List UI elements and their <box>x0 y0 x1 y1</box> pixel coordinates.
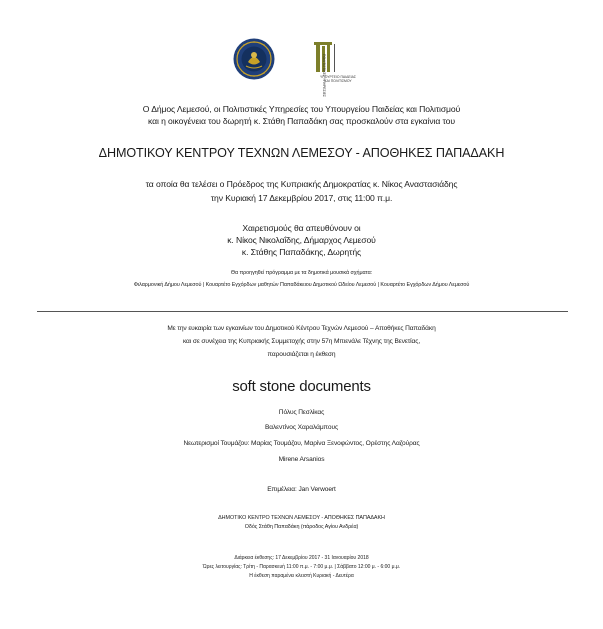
exhibition-title: soft stone documents <box>232 378 371 395</box>
venue-name: ΔΗΜΟΤΙΚΟ ΚΕΝΤΡΟ ΤΕΧΝΩΝ ΛΕΜΕΣΟΥ - ΑΠΟΘΗΚΕΣ ΠΑΠΑΔΑΚΗ <box>218 515 385 521</box>
artist-4: Mirene Arsanios <box>278 456 325 463</box>
exhibition-duration: Διάρκεια έκθεσης: 17 Δεκεμβρίου 2017 - 31 Ιανουαρίου 2018 <box>234 555 369 561</box>
opening-hours: Ώρες λειτουργίας: Τρίτη - Παρασκευή 11:00 π.μ. - 7:00 μ.μ. | Σάββατο 12:00 μ. - 6:00 μ.μ. <box>202 564 401 570</box>
greeter-2: κ. Στάθης Παπαδάκης, Δωρητής <box>241 247 362 257</box>
artist-1: Πόλυς Πεσλίκας <box>278 409 325 416</box>
artist-3: Νεωτερισμοί Τουμάζου: Μαρίας Τουμάζου, Μαρίνα Ξενοφώντος, Ορέστης Λαζούρας <box>183 440 420 447</box>
venue-address: Οδός Στάθη Παπαδάκη (πάροδος Αγίου Ανδρέα) <box>244 524 359 530</box>
music-heading: Θα προηγηθεί πρόγραμμα με τα δημοτικά μουσικά σχήματα: <box>230 270 373 276</box>
section-divider <box>37 311 568 312</box>
exhibition-intro-3: παρουσιάζεται η έκθεση <box>267 351 336 358</box>
intro-line-2: και η οικογένεια του δωρητή κ. Στάθη Παπαδάκη σας προσκαλούν στα εγκαίνια του <box>148 116 455 126</box>
ministry-culture-logo <box>310 40 366 97</box>
music-ensembles: Φιλαρμονική Δήμου Λεμεσού | Κουαρτέτο Εγχόρδων μαθητών Παπαδάκειου Δημοτικού Ωδείου Λεμεσού | Κουαρτέτο Εγχόρδων Δήμου Λεμεσού <box>133 282 470 288</box>
municipality-seal-icon <box>233 38 275 80</box>
greeter-1: κ. Νίκος Νικολαΐδης, Δήμαρχος Λεμεσού <box>227 235 376 245</box>
arts-centre-title: ΔΗΜΟΤΙΚΟΥ ΚΕΝΤΡΟΥ ΤΕΧΝΩΝ ΛΕΜΕΣΟΥ - ΑΠΟΘΗΚΕΣ ΠΑΠΑΔΑΚΗ <box>98 146 505 160</box>
intro-line-1: Ο Δήμος Λεμεσού, οι Πολιτιστικές Υπηρεσίες του Υπουργείου Παιδείας και Πολιτισμού <box>142 104 461 114</box>
exhibition-intro-2: και σε συνέχεια της Κυπριακής Συμμετοχής στην 57η Μπιενάλε Τέχνης της Βενετίας, <box>182 338 421 345</box>
ministry-vertical-text: ΠΟΛΙΤΙΣΤΙΚΕΣ ΥΠΗΡΕΣΙΕΣ <box>322 54 326 97</box>
closed-days: Η έκθεση παραμένει κλειστή Κυριακή - Δευτέρα <box>249 573 354 579</box>
exhibition-intro-1: Με την ευκαιρία των εγκαινίων του Δημοτικού Κέντρου Τεχνών Λεμεσού – Αποθήκες Παπαδάκη <box>167 325 436 332</box>
artist-2: Βαλεντίνος Χαραλάμπους <box>264 424 339 431</box>
curator: Επιμέλεια: Jan Verwoert <box>267 486 336 493</box>
greetings-heading: Χαιρετισμούς θα απευθύνουν οι <box>242 223 361 233</box>
opening-line-2: την Κυριακή 17 Δεκεμβρίου 2017, στις 11:00 π.μ. <box>210 193 393 203</box>
ministry-name-line1: ΥΠΟΥΡΓΕΙΟ ΠΑΙΔΕΙΑΣ <box>320 75 356 79</box>
ministry-name-line2: ΚΑΙ ΠΟΛΙΤΙΣΜΟΥ <box>324 79 352 83</box>
opening-line-1: τα οποία θα τελέσει ο Πρόεδρος της Κυπριακής Δημοκρατίας κ. Νίκος Αναστασιάδης <box>145 179 458 189</box>
